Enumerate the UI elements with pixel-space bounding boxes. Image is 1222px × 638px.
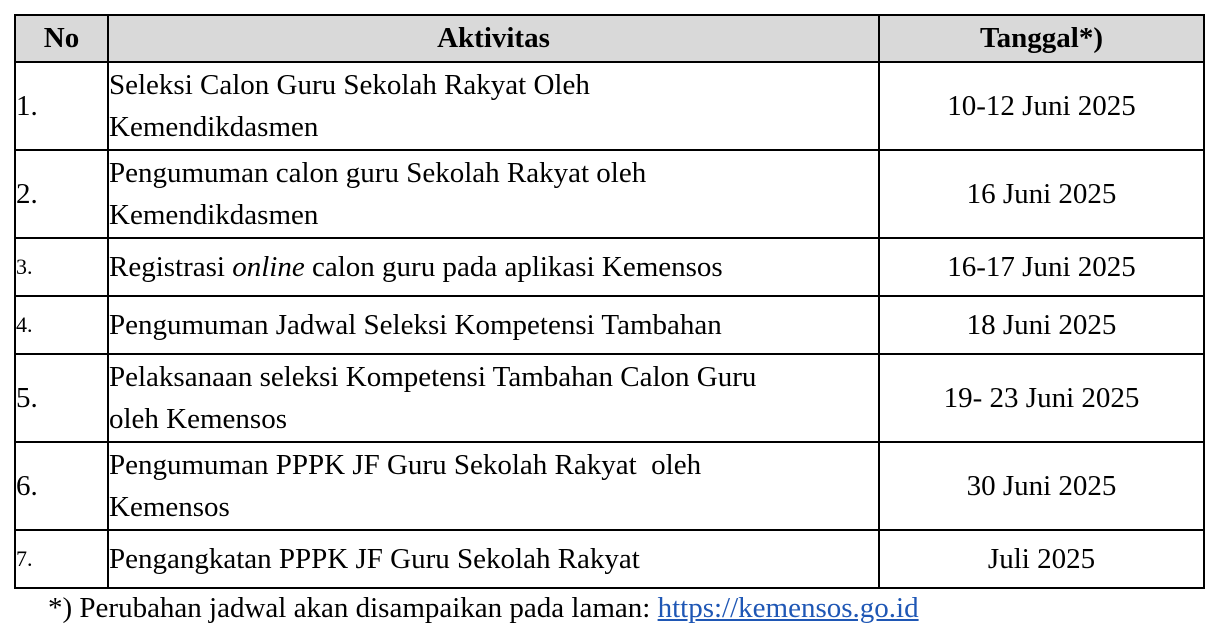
activity-line: Pelaksanaan seleksi Kompetensi Tambahan Calon Guru [109, 361, 757, 393]
table-row [15, 354, 1204, 442]
row-activity [108, 530, 879, 588]
footnote [48, 592, 919, 625]
row-number: 6. [15, 442, 108, 530]
table-row [15, 530, 1204, 588]
header-activity: Aktivitas [108, 15, 879, 62]
activity-line: Pengumuman Jadwal Seleksi Kompetensi Tambahan [109, 309, 722, 341]
activity-line: Kemensos [109, 491, 230, 523]
header-no: No [15, 15, 108, 62]
activity-line: oleh Kemensos [109, 403, 287, 435]
header-date: Tanggal*) [879, 15, 1204, 62]
row-date: 30 Juni 2025 [879, 442, 1204, 530]
row-date: 18 Juni 2025 [879, 296, 1204, 354]
footnote-text: *) Perubahan jadwal akan disampaikan pada laman: [48, 592, 658, 624]
activity-line: Kemendikdasmen [109, 199, 319, 231]
activity-line: Pengumuman PPPK JF Guru Sekolah Rakyat oleh [109, 449, 702, 481]
activity-text: Registrasi [109, 251, 233, 283]
row-number: 2. [15, 150, 108, 238]
table-row [15, 238, 1204, 296]
table-row [15, 62, 1204, 150]
row-number: 5. [15, 354, 108, 442]
row-date: 10-12 Juni 2025 [879, 62, 1204, 150]
row-number: 1. [15, 62, 108, 150]
table-header-row [15, 15, 1204, 62]
table-row [15, 150, 1204, 238]
row-activity [108, 442, 879, 530]
row-date: 19- 23 Juni 2025 [879, 354, 1204, 442]
kemensos-link[interactable]: https://kemensos.go.id [657, 592, 919, 624]
schedule-table [14, 14, 1205, 589]
activity-text: calon guru pada aplikasi Kemensos [304, 251, 723, 283]
activity-line: Pengangkatan PPPK JF Guru Sekolah Rakyat [109, 543, 640, 575]
activity-line: Seleksi Calon Guru Sekolah Rakyat Oleh [109, 69, 590, 101]
table-row [15, 296, 1204, 354]
table-row [15, 442, 1204, 530]
row-number: 7. [15, 530, 108, 588]
row-number: 3. [15, 238, 108, 296]
row-date: 16-17 Juni 2025 [879, 238, 1204, 296]
activity-italic-text: online [232, 251, 305, 283]
row-activity [108, 62, 879, 150]
row-activity [108, 296, 879, 354]
row-activity [108, 354, 879, 442]
activity-line: Kemendikdasmen [109, 111, 319, 143]
row-activity [108, 150, 879, 238]
row-date: Juli 2025 [879, 530, 1204, 588]
row-number: 4. [15, 296, 108, 354]
row-activity [108, 238, 879, 296]
activity-line: Pengumuman calon guru Sekolah Rakyat oleh [109, 157, 647, 189]
row-date: 16 Juni 2025 [879, 150, 1204, 238]
